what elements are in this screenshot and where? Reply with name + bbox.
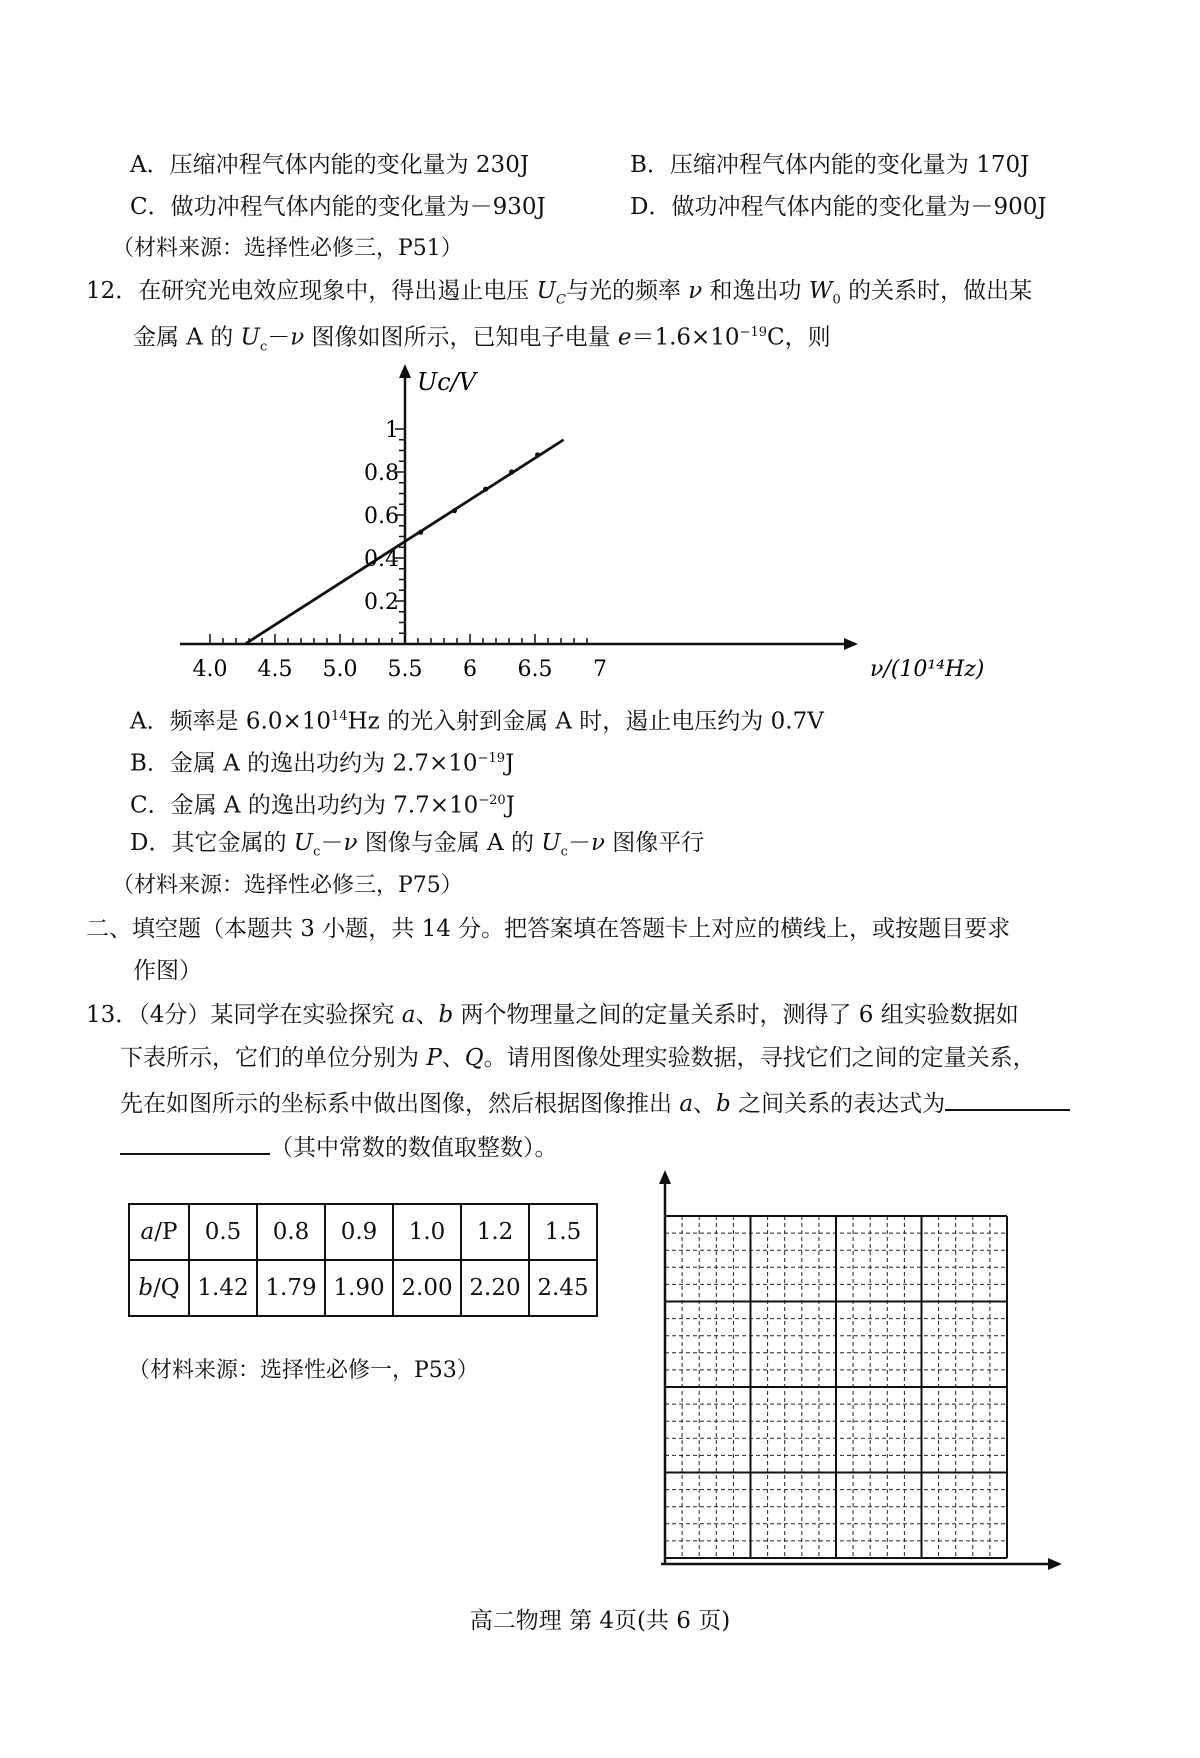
var-u: U: [541, 830, 561, 856]
x-tick-label: 4.0: [192, 657, 228, 682]
var-q: Q: [464, 1045, 484, 1071]
var-sub: 0: [832, 292, 841, 308]
section2-title-cont: 作图）: [133, 958, 202, 984]
section2-title: 二、填空题（本题共 3 小题，共 14 分。把答案填在答题卡上对应的横线上，或按题目要求: [86, 916, 1011, 942]
var-sub: c: [560, 844, 568, 860]
option-text: J: [505, 750, 515, 777]
option-text: C．金属 A 的逸出功约为 7.7×10: [130, 792, 479, 819]
stem-text: 之间关系的表达式为: [730, 1091, 946, 1117]
q13-source: （材料来源：选择性必修一，P53）: [128, 1358, 479, 1383]
data-point: [483, 487, 488, 492]
table-cell: 0.9: [325, 1204, 393, 1260]
option-text: B．金属 A 的逸出功约为 2.7×10: [130, 750, 478, 777]
var-b: b: [138, 1275, 154, 1301]
var-a: a: [679, 1091, 694, 1117]
row-b-label: [129, 1260, 189, 1316]
unit: /P: [154, 1219, 178, 1245]
table-cell: 0.8: [257, 1204, 325, 1260]
stem-text: 图像如图所示，已知电子电量: [304, 324, 618, 351]
table-cell: 1.42: [189, 1260, 257, 1316]
stem-text: （其中常数的数值取整数）。: [270, 1135, 558, 1161]
var-a: a: [140, 1219, 155, 1245]
graph-paper-grid[interactable]: [650, 1170, 1070, 1570]
option-text: A．频率是 6.0×10: [130, 708, 332, 735]
y-tick-label: 1: [385, 418, 399, 443]
table-cell: 0.5: [189, 1204, 257, 1260]
q11-option-a: A．压缩冲程气体内能的变化量为 230J: [130, 152, 530, 178]
x-axis-arrow: [844, 638, 858, 650]
var-sub: c: [313, 844, 321, 860]
q12-stem-line1: [86, 276, 1032, 316]
var-e: e: [617, 324, 632, 351]
option-text: Hz 的光入射到金属 A 时，遏止电压约为 0.7V: [347, 708, 824, 735]
exponent: −20: [478, 793, 506, 808]
stem-text: 在研究光电效应现象中，得出遏止电压: [138, 278, 537, 304]
y-tick-label: 0.6: [364, 504, 399, 529]
uc-nu-chart: [180, 360, 1040, 690]
data-point: [535, 452, 540, 457]
x-tick-label: 6: [463, 657, 477, 682]
question-number: 13．: [86, 1002, 139, 1028]
table-row-b: [129, 1260, 597, 1316]
table-cell: 1.5: [529, 1204, 597, 1260]
q12-stem-line2: [133, 318, 831, 362]
var-a: a: [401, 1002, 416, 1028]
var-nu: ν: [590, 830, 605, 856]
option-text: 图像与金属 A 的: [357, 830, 542, 856]
q12-source: （材料来源：选择性必修三，P75）: [112, 873, 463, 898]
exponent: 14: [331, 709, 348, 724]
stem-text: 与光的频率: [565, 278, 689, 304]
table-cell: 1.0: [393, 1204, 461, 1260]
unit: /Q: [153, 1275, 180, 1301]
data-point: [509, 469, 514, 474]
q11-option-b: B．压缩冲程气体内能的变化量为 170J: [630, 152, 1030, 178]
data-table: [128, 1203, 598, 1317]
x-tick-label: 4.5: [257, 657, 293, 682]
x-tick-label: 5.5: [387, 657, 423, 682]
answer-blank-cont[interactable]: [120, 1131, 270, 1155]
data-point: [418, 530, 423, 535]
data-point: [452, 508, 457, 513]
q11-option-c: C．做功冲程气体内能的变化量为－930J: [130, 194, 546, 220]
question-number: 12．: [86, 278, 139, 304]
answer-blank[interactable]: [945, 1087, 1070, 1111]
y-tick-label: 0.8: [364, 461, 399, 486]
table-cell: 1.79: [257, 1260, 325, 1316]
option-text: 图像平行: [604, 830, 705, 856]
table-row-a: [129, 1204, 597, 1260]
var-b: b: [716, 1091, 731, 1117]
var-sub: C: [555, 292, 566, 308]
var-b: b: [438, 1002, 454, 1028]
stem-text: 、: [415, 1002, 439, 1028]
grid-y-arrow: [659, 1170, 671, 1184]
stem-text: 下表所示，它们的单位分别为: [120, 1045, 427, 1071]
var-nu: ν: [688, 278, 703, 304]
var-p: P: [426, 1045, 442, 1071]
q13-line1: [86, 1000, 1019, 1030]
var-w: W: [808, 278, 833, 304]
y-axis-arrow: [399, 364, 411, 378]
y-tick-label: 0.4: [364, 547, 399, 572]
q11-option-d: D．做功冲程气体内能的变化量为－900J: [630, 194, 1047, 220]
stem-text: （4分）某同学在实验探究: [138, 1002, 402, 1028]
stem-text: C，则: [767, 324, 831, 351]
stem-text: 金属 A 的: [133, 324, 241, 351]
stem-text: 、: [441, 1045, 465, 1071]
grid-x-arrow: [1048, 1558, 1062, 1570]
option-text: D．其它金属的: [130, 830, 294, 856]
var-nu: ν: [343, 830, 358, 856]
row-a-label: [129, 1204, 189, 1260]
stem-text: 两个物理量之间的定量关系时，测得了 6 组实验数据如: [453, 1002, 1019, 1028]
table-cell: 2.45: [529, 1260, 597, 1316]
q12-option-d: [130, 828, 704, 868]
stem-text: －: [267, 324, 291, 351]
x-tick-label: 7: [593, 657, 607, 682]
table-cell: 1.2: [461, 1204, 529, 1260]
var-u: U: [536, 278, 556, 304]
option-text: J: [505, 792, 515, 819]
q13-line3: [120, 1087, 1070, 1119]
y-axis-label: Uc/V: [417, 368, 477, 396]
q11-source: （材料来源：选择性必修三，P51）: [112, 236, 463, 261]
exponent: −19: [477, 751, 505, 766]
q12-option-a: [130, 702, 824, 737]
var-nu: ν: [290, 324, 305, 351]
exponent: −19: [739, 325, 768, 340]
stem-text: 先在如图所示的坐标系中做出图像，然后根据图像推出: [120, 1091, 680, 1117]
q13-line2: [120, 1043, 1036, 1073]
q12-option-c: [130, 786, 515, 821]
var-u: U: [240, 324, 260, 351]
stem-text: 和逸出功: [702, 278, 809, 304]
option-text: －: [320, 830, 344, 856]
q13-line4: [120, 1131, 558, 1163]
x-tick-label: 5.0: [322, 657, 358, 682]
stem-text: 、: [693, 1091, 717, 1117]
stem-text: 。请用图像处理实验数据，寻找它们之间的定量关系，: [483, 1045, 1036, 1071]
table-cell: 2.20: [461, 1260, 529, 1316]
stem-text: 的关系时，做出某: [840, 278, 1033, 304]
var-u: U: [293, 830, 314, 856]
x-axis-label: ν/(10¹⁴Hz): [870, 657, 985, 682]
page-footer: 高二物理 第 4页(共 6 页): [469, 1608, 731, 1634]
y-tick-label: 0.2: [364, 590, 399, 615]
stem-text: ＝1.6×10: [631, 324, 740, 351]
q12-option-b: [130, 744, 514, 779]
option-text: －: [567, 830, 591, 856]
x-tick-label: 6.5: [517, 657, 553, 682]
table-cell: 1.90: [325, 1260, 393, 1316]
var-sub: c: [259, 339, 268, 355]
table-cell: 2.00: [393, 1260, 461, 1316]
